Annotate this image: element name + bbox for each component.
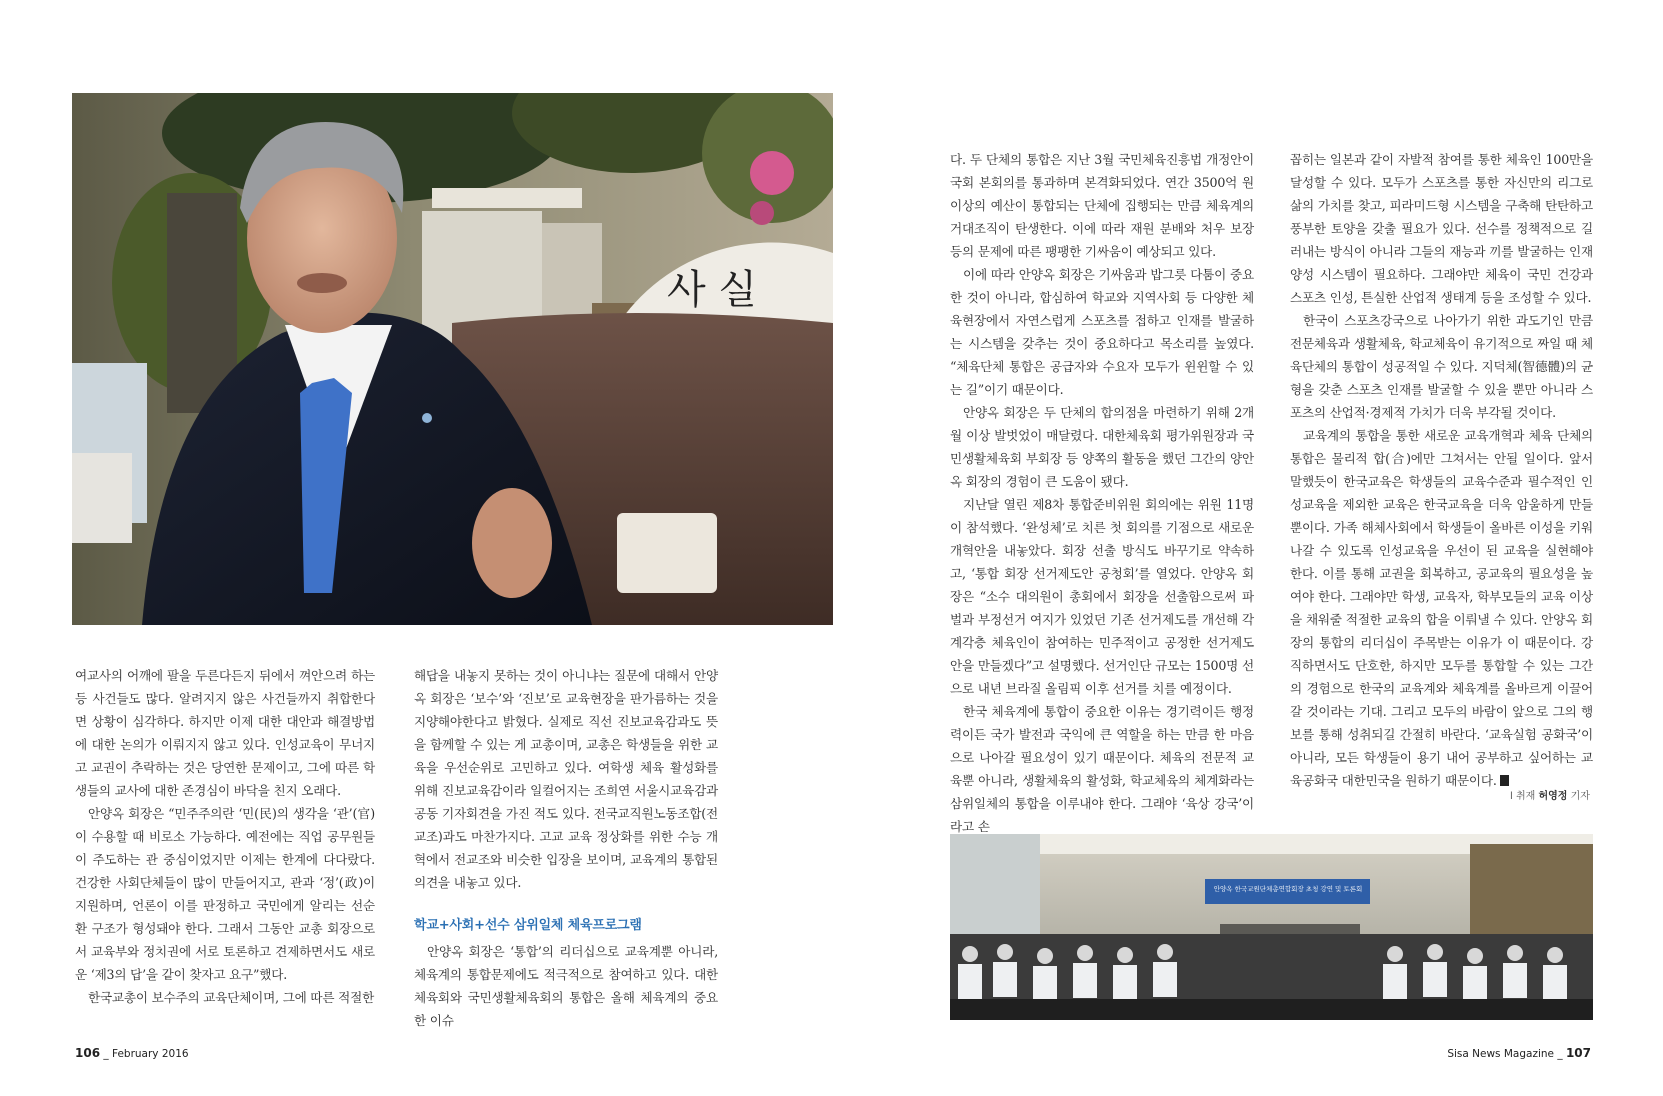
right-column-2 bbox=[1290, 148, 1593, 792]
right-folio bbox=[1447, 1046, 1591, 1060]
left-folio bbox=[75, 1046, 189, 1060]
left-column-2 bbox=[414, 664, 718, 1032]
folio-text-left: _ February 2016 bbox=[103, 1048, 189, 1060]
byline-name: 허영정 bbox=[1538, 791, 1568, 802]
banner-text: 안양옥 한국교원단체총연합회장 초청 강연 및 토론회 bbox=[1213, 885, 1363, 893]
paragraph: 안양옥 회장은 ‘통합’의 리더십으로 교육계뿐 아니라, 체육계의 통합문제에도 적극적으로 참여하고 있다. 대한체육회와 국민생활체육회의 통합은 올해 체육계의 중요한 이슈 bbox=[414, 944, 718, 1028]
paragraph: 지난달 열린 제8차 통합준비위원 회의에는 위원 11명이 참석했다. ‘완성체’로 치른 첫 회의를 기점으로 새로운 개혁안을 내놓았다. 회장 선출 방식도 바꾸기로 약속하고, ‘통합 회장 선거제도안 공청회’를 열었다. 안양옥 회장은 “소수 대의원이 총회에서 회장을 선출함으로써 파벌과 부정선거 여지가 있었던 기존 선거제도를 개선해 각계각층 체육인이 참여하는 민주적이고 공정한 선거제도 안을 만들겠다”고 설명했다. 선거인단 규모는 1500명 선으로 내년 브라질 올림픽 이후 선거를 치를 예정이다. bbox=[950, 497, 1254, 696]
section-subheading: 학교+사회+선수 삼위일체 체육프로그램 bbox=[414, 918, 642, 933]
portrait-photo bbox=[72, 93, 833, 625]
folio-text-right: Sisa News Magazine _ bbox=[1447, 1048, 1563, 1060]
paragraph: 안양옥 회장은 두 단체의 합의점을 마련하기 위해 2개월 이상 발벗었이 매달렸다. 대한체육회 평가위원장과 국민생활체육회 부회장 등 양쪽의 활동을 했던 그간의 양안옥 회장의 경험이 큰 도움이 됐다. bbox=[950, 405, 1254, 489]
closing-paragraph-text: 교육계의 통합을 통한 새로운 교육개혁과 체육 단체의 통합은 물리적 합(合)에만 그쳐서는 안될 일이다. 앞서 말했듯이 한국교육은 학생들의 교육수준과 필수적인 인성교육을 제외한 교육은 한국교육을 더욱 암울하게 만들 뿐이다. 가족 해체사회에서 학생들이 올바른 이성을 키워나갈 수 있도록 인성교육을 우선이 된 교육을 실현해야 한다. 이를 통해 교권을 회복하고, 공교육의 필요성을 높여야 한다. 그래야만 학생, 교육자, 학부모들의 교육 이상을 채워줄 적절한 교육의 합을 이뤄낼 수 있다. 안양옥 회장의 통합의 리더십이 주목받는 이유가 이 때문이다. 강직하면서도 단호한, 하지만 모두를 통합할 수 있는 그간의 경험으로 한국의 교육계와 체육계를 올바르게 이끌어 갈 것이라는 기대. 그리고 모두의 바람이 앞으로 그의 행보를 통해 성취되길 간절히 바란다. ‘교육실험 공화국’이 아니라, 모든 학생들이 용기 내어 공부하고 싶어하는 교육공화국 대한민국을 원하기 때문이다. bbox=[1290, 428, 1593, 788]
paragraph: 다. 두 단체의 통합은 지난 3월 국민체육진흥법 개정안이 국회 본회의를 통과하며 본격화되었다. 연간 3500억 원 이상의 예산이 통합되는 단체에 집행되는 만큼 체육계의 거대조직이 탄생한다. 이에 따라 재원 분배와 처우 보장 등의 문제에 따른 팽팽한 기싸움이 예상되고 있다. bbox=[950, 152, 1254, 259]
page-number-left: 106 bbox=[75, 1046, 101, 1060]
paragraph: 한국이 스포츠강국으로 나아가기 위한 과도기인 만큼 전문체육과 생활체육, 학교체육이 유기적으로 짜일 때 체육단체의 통합이 성공적일 수 있다. 지덕체(智德體)의 균형을 갖춘 스포츠 인재를 발굴할 수 있을 뿐만 아니라 스포츠의 산업적·경제적 가치가 더욱 부각될 것이다. bbox=[1290, 313, 1593, 420]
left-column-1 bbox=[75, 664, 375, 1009]
conference-photo bbox=[950, 834, 1593, 1020]
paragraph bbox=[1290, 424, 1593, 792]
paragraph: 해답을 내놓지 못하는 것이 아니냐는 질문에 대해서 안양옥 회장은 ‘보수’와 ‘진보’로 교육현장을 판가름하는 것을 지양해야한다고 밝혔다. 실제로 직선 진보교육감과도 뜻을 함께할 수 있는 게 교총이며, 교총은 학생들을 위한 교육을 우선순위로 고민하고 있다. 여학생 체육 활성화를 위해 진보교육감이라 일컬어지는 조희연 서울시교육감과 공동 기자회견을 가진 적도 있다. 전국교직원노동조합(전교조)과도 마찬가지다. 고교 교육 정상화를 위한 수능 개혁에서 전교조와 비슷한 입장을 보이며, 교육계의 통합된 의견을 내놓고 있다. bbox=[414, 668, 718, 890]
paragraph: 안양옥 회장은 “민주주의란 ‘민(民)의 생각을 ‘관’(官)이 수용할 때 비로소 가능하다. 예전에는 직업 공무원들이 주도하는 관 중심이었지만 이제는 한계에 다다랐다. 건강한 사회단체들이 많이 만들어지고, 관과 ‘정’(政)이 지원하며, 언론이 이를 판정하고 국민에게 알리는 선순환 구조가 형성돼야 한다. 그래서 그동안 교총 회장으로서 교육부와 정치권에 서로 토론하고 견제하면서도 새로운 ‘제3의 답’을 같이 찾자고 요구”했다. bbox=[75, 806, 375, 982]
paragraph: 여교사의 어깨에 팔을 두른다든지 뒤에서 껴안으려 하는 등 사건들도 많다. 알려지지 않은 사건들까지 취합한다면 상황이 심각하다. 하지만 이제 대한 대안과 해결방법에 대한 논의가 이뤄지지 않고 있다. 인성교육이 무너지고 교권이 추락하는 것은 당연한 문제이고, 그에 따른 학생들의 교사에 대한 존경심이 바닥을 친지 오래다. bbox=[75, 668, 375, 798]
paragraph: 한국 체육계에 통합이 중요한 이유는 경기력이든 행정력이든 국가 발전과 국익에 큰 역할을 하는 만큼 한 마음으로 나아갈 필요성이 있기 때문이다. 체육의 전문적 교육뿐 아니라, 생활체육의 활성화, 학교체육의 체계화라는 삼위일체의 통합을 이루내야 한다. 그래야 ‘육상 강국’이라고 손 bbox=[950, 704, 1254, 834]
paragraph: 한국교총이 보수주의 교육단체이며, 그에 따른 적절한 bbox=[88, 990, 375, 1005]
paragraph: 이에 따라 안양옥 회장은 기싸움과 밥그릇 다툼이 중요한 것이 아니라, 합심하여 학교와 지역사회 등 다양한 체육현장에서 자연스럽게 스포츠를 접하고 인재를 발굴하는 시스템을 갖추는 것이 중요하다고 목소리를 높였다. “체육단체 통합은 공급자와 수요자 모두가 윈윈할 수 있는 길”이기 때문이다. bbox=[950, 267, 1254, 397]
byline bbox=[1510, 787, 1590, 802]
byline-prefix: l 취재 bbox=[1510, 791, 1536, 802]
page-number-right: 107 bbox=[1565, 1046, 1591, 1060]
byline-suffix: 기자 bbox=[1570, 791, 1590, 802]
svg-text:사 실: 사 실 bbox=[667, 267, 757, 313]
end-mark-icon bbox=[1500, 775, 1509, 786]
right-column-1 bbox=[950, 148, 1254, 838]
paragraph: 꼽히는 일본과 같이 자발적 참여를 통한 체육인 100만을 달성할 수 있다. 모두가 스포츠를 통한 자신만의 리그로 삶의 가치를 찾고, 피라미드형 시스템을 구축해 탄탄하고 풍부한 토양을 갖출 필요가 있다. 선수를 정책적으로 길러내는 방식이 아니라 그들의 재능과 끼를 발굴하는 인재양성 시스템이 필요하다. 그래야만 체육이 국민 건강과 스포츠 인성, 튼실한 산업적 생태계 등을 조성할 수 있다. bbox=[1290, 152, 1593, 305]
